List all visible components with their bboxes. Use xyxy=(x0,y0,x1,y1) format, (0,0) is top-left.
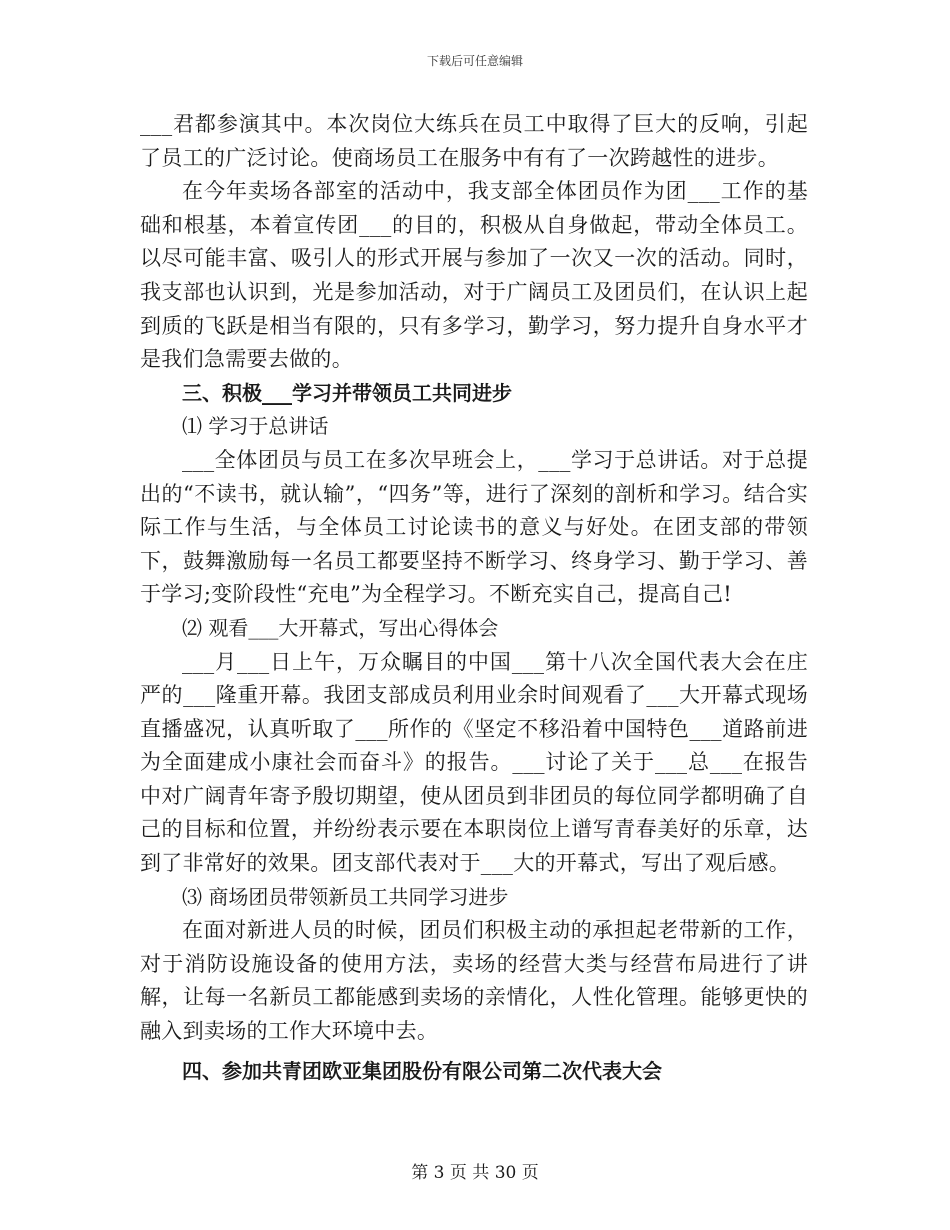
subheading-2: ⑵ 观看___大开幕式，写出心得体会 xyxy=(182,615,499,640)
section-heading-4: 四、参加共青团欧亚集团股份有限公司第二次代表大会 xyxy=(182,1058,662,1083)
paragraph-study-speech: ___全体团员与员工在多次早班会上，___学习于总讲话。对于总提出的“不读书，就认输”，“四务”等，进行了深刻的剖析和学习。结合实际工作与生活，与全体员工讨论读书的意义与好处。在团支部的带领下，鼓舞激励每一名员工都要坚持不断学习、终身学习、勤于学习、善于学习;变阶段性“充电”为全程学习。不断充实自己，提高自己! xyxy=(140,447,808,607)
paragraph-opening-ceremony: ___月___日上午，万众瞩目的中国___第十八次全国代表大会在庄严的___隆重开幕。我团支部成员利用业余时间观看了___大开幕式现场直播盛况，认真听取了___所作的《坚定不移沿着中国特色___道路前进为全面建成小康社会而奋斗》的报告。___讨论了关于___总___在报告中对广阔青年寄予殷切期望，使从团员到非团员的每位同学都明确了自己的目标和位置，并纷纷表示要在本职岗位上谱写青春美好的乐章，达到了非常好的效果。团支部代表对于___大的开幕式，写出了观后感。 xyxy=(140,649,808,876)
section-heading-3: 三、积极___学习并带领员工共同进步 xyxy=(182,380,512,405)
page-number-footer: 第 3 页 共 30 页 xyxy=(411,1163,539,1183)
subheading-1: ⑴ 学习于总讲话 xyxy=(182,414,329,439)
document-body xyxy=(140,108,808,1088)
header-note: 下载后可任意编辑 xyxy=(426,54,523,68)
paragraph-new-staff: 在面对新进人员的时候，团员们积极主动的承担起老带新的工作，对于消防设施设备的使用方法，卖场的经营大类与经营布局进行了讲解，让每一名新员工都能感到卖场的亲情化，人性化管理。能够更快的融入到卖场的工作大环境中去。 xyxy=(140,918,808,1044)
paragraph-activities: 在今年卖场各部室的活动中，我支部全体团员作为团___工作的基础和根基，本着宣传团___的目的，积极从自身做起，带动全体员工。以尽可能丰富、吸引人的形式开展与参加了一次又一次的活动。同时，我支部也认识到，光是参加活动，对于广阔员工及团员们，在认识上起到质的飞跃是相当有限的，只有多学习，勤学习，努力提升自身水平才是我们急需要去做的。 xyxy=(140,179,808,372)
subheading-3: ⑶ 商场团员带领新员工共同学习进步 xyxy=(182,884,509,909)
paragraph-continuation: ___君都参演其中。本次岗位大练兵在员工中取得了巨大的反响，引起了员工的广泛讨论。使商场员工在服务中有有了一次跨越性的进步。 xyxy=(140,112,808,170)
